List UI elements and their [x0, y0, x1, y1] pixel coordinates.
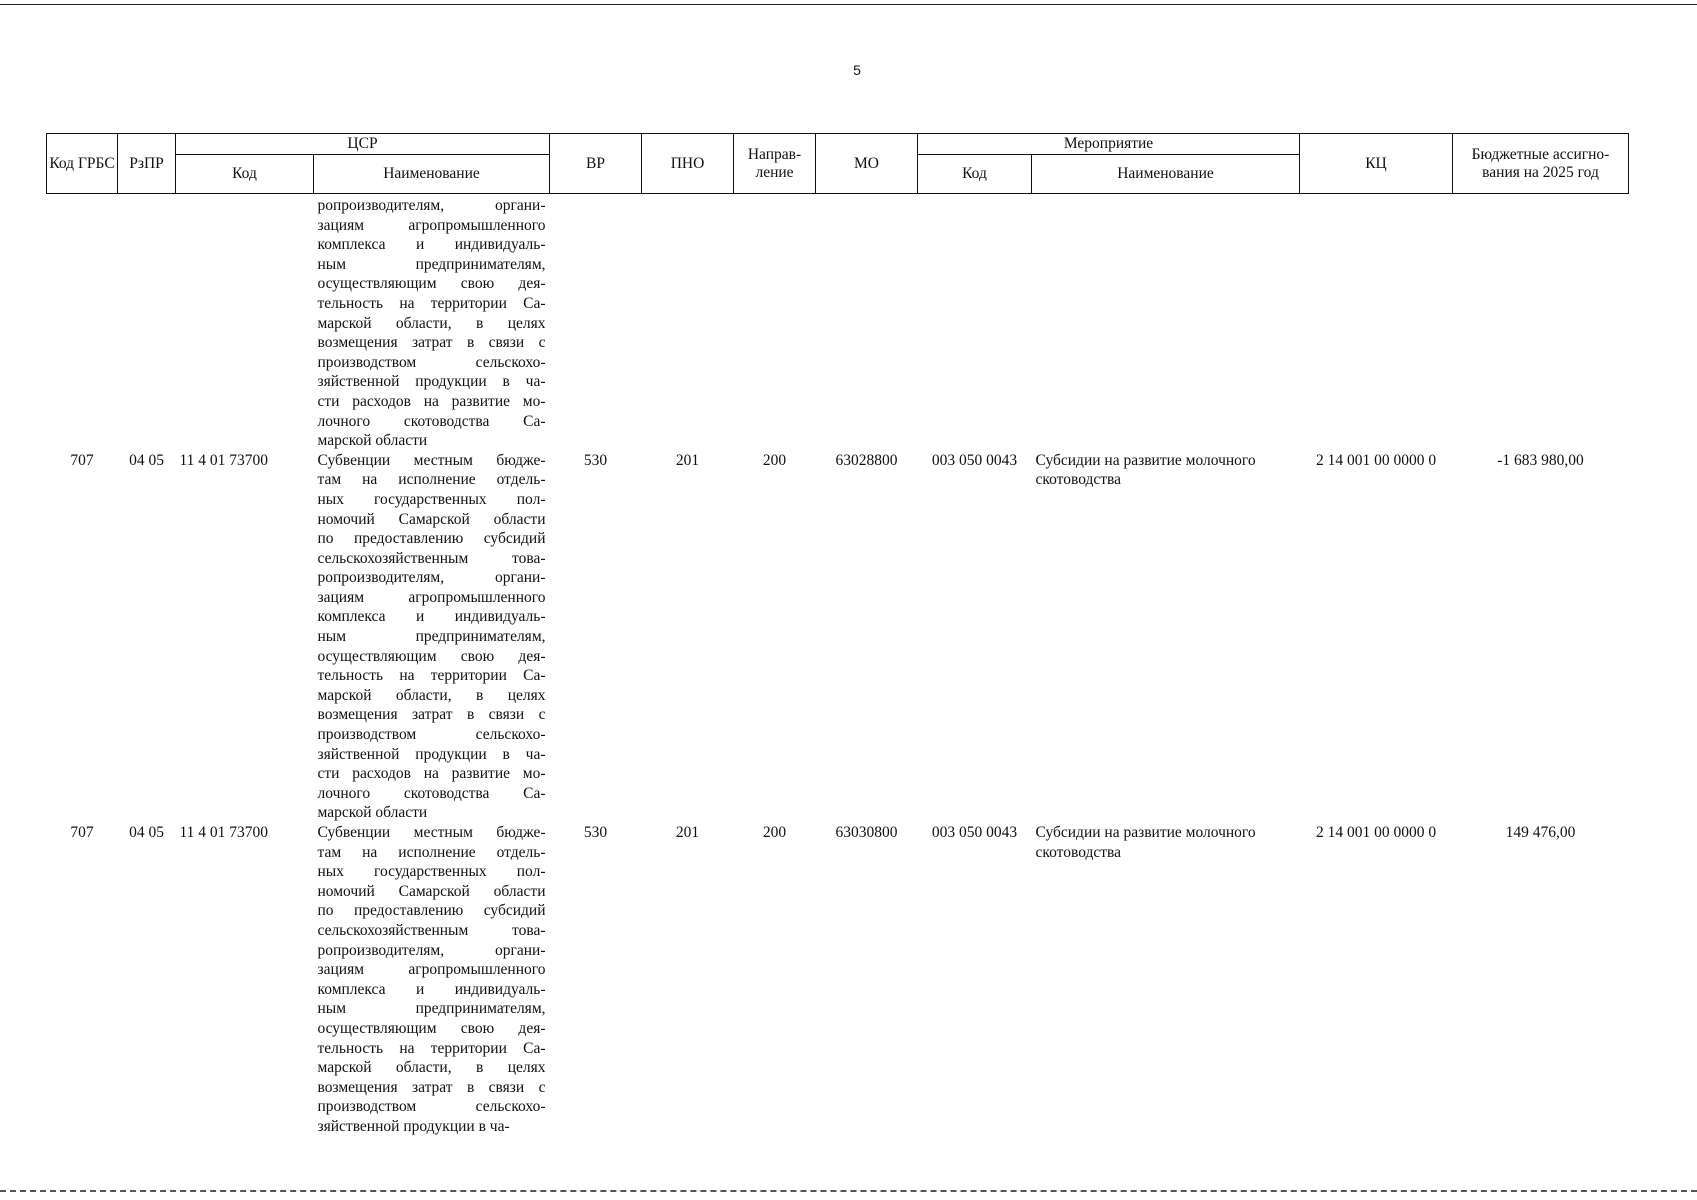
csr-name-line: ропроизводителям, органи- [317, 569, 546, 587]
table-body [47, 194, 1629, 1137]
continuation-text-line: возмещения затрат в связи с [317, 334, 546, 352]
csr-name-line: комплекса и индивидуаль- [317, 980, 546, 998]
cell-mer-kod: 003 050 0043 [931, 451, 1018, 469]
cell-grbs: 707 [70, 824, 94, 841]
csr-name-line: сти расходов на развитие мо- [317, 765, 546, 783]
cell-csr-kod: 11 4 01 73700 [179, 451, 269, 469]
csr-name-line: Субвенции местным бюдже- [317, 451, 546, 469]
csr-name-line: зациям агропромышленного [317, 588, 546, 606]
cell-budget: -1 683 980,00 [1497, 451, 1584, 469]
cell-mo: 63030800 [835, 824, 898, 841]
cell-kc: 2 14 001 00 0000 0 [1315, 451, 1437, 469]
continuation-text-line: ропроизводителям, органи- [317, 197, 546, 214]
csr-name-line: тельность на территории Са- [317, 1039, 546, 1057]
continuation-text-line: марской области [317, 432, 428, 450]
header-pno: ПНО [642, 134, 734, 194]
continuation-text-line: зациям агропромышленного [317, 216, 546, 234]
header-napravlenie: Направ-ление [734, 134, 816, 194]
table-header [47, 134, 1629, 194]
table-row [47, 451, 1629, 823]
header-kod-grbs: Код ГРБС [47, 134, 118, 194]
csr-name-line: зациям агропромышленного [317, 961, 546, 979]
csr-name-line: номочий Самарской области [317, 882, 546, 900]
cell-csr-name [314, 823, 550, 1137]
cell-napravlenie: 200 [762, 451, 787, 469]
csr-name-line: марской области, в целях [317, 1059, 546, 1077]
cell-rzpr: 04 05 [129, 824, 164, 841]
csr-name-line: производством сельскохо- [317, 726, 546, 744]
cell-pno: 201 [675, 824, 700, 841]
csr-name-line: лочного скотоводства Са- [317, 784, 546, 802]
csr-name-line: по предоставлению субсидий [317, 902, 546, 920]
csr-name-line: марской области [317, 804, 428, 822]
continuation-text-line: комплекса и индивидуаль- [317, 236, 546, 254]
csr-name-line: осуществляющим свою дея- [317, 647, 546, 665]
continuation-text-line: тельность на территории Са- [317, 294, 546, 312]
header-mo: МО [816, 134, 918, 194]
cell-mer-kod: 003 050 0043 [931, 824, 1018, 841]
cell-rzpr: 04 05 [129, 451, 164, 469]
bottom-dashed-line [0, 1190, 1697, 1192]
csr-name-line: зяйственной продукции в ча- [317, 1117, 510, 1135]
table-row [47, 823, 1629, 1137]
header-meropriyatie: Мероприятие [918, 134, 1300, 155]
csr-name-line: ным предпринимателям, [317, 628, 546, 646]
continuation-text-line: ным предпринимателям, [317, 255, 546, 273]
header-vr: ВР [550, 134, 642, 194]
cell-mer-name: Субсидии на развитие молочного скотоводства [1035, 824, 1256, 861]
page-number: 5 [853, 62, 861, 78]
cell-grbs: 707 [70, 451, 94, 469]
csr-name-line: по предоставлению субсидий [317, 530, 546, 548]
header-kc: КЦ [1300, 134, 1453, 194]
cell-mer-name: Субсидии на развитие молочного скотоводства [1035, 451, 1256, 489]
csr-name-line: Субвенции местным бюдже- [317, 824, 546, 841]
continuation-text-line: зяйственной продукции в ча- [317, 373, 546, 391]
csr-name-line: марской области, в целях [317, 686, 546, 704]
csr-name-line: там на исполнение отдель- [317, 843, 546, 861]
continuation-text-line: лочного скотоводства Са- [317, 412, 546, 430]
header-budget: Бюджетные ассигно-вания на 2025 год [1453, 134, 1629, 194]
top-border-line [0, 4, 1697, 5]
continuation-text-line: сти расходов на развитие мо- [317, 392, 546, 410]
csr-name-line: ным предпринимателям, [317, 1000, 546, 1018]
header-mer-name: Наименование [1032, 155, 1300, 194]
header-rzpr: РзПР [118, 134, 176, 194]
cell-vr: 530 [583, 451, 608, 469]
csr-name-line: производством сельскохо- [317, 1098, 546, 1116]
header-mer-kod: Код [918, 155, 1032, 194]
csr-name-line: там на исполнение отдель- [317, 471, 546, 489]
cell-napravlenie: 200 [762, 824, 787, 841]
csr-name-line: ропроизводителям, органи- [317, 941, 546, 959]
cell-budget: 149 476,00 [1505, 824, 1576, 841]
csr-name-line: осуществляющим свою дея- [317, 1019, 546, 1037]
cell-mo: 63028800 [835, 451, 898, 469]
cell-vr: 530 [583, 824, 608, 841]
csr-name-line: сельскохозяйственным това- [317, 921, 546, 939]
continuation-text-line: марской области, в целях [317, 314, 546, 332]
cell-csr-kod: 11 4 01 73700 [179, 824, 269, 841]
csr-name-line: сельскохозяйственным това- [317, 549, 546, 567]
header-csr: ЦСР [176, 134, 550, 155]
cell-pno: 201 [675, 451, 700, 469]
csr-name-line: возмещения затрат в связи с [317, 706, 546, 724]
csr-name-line: ных государственных пол- [317, 490, 546, 508]
continuation-text-line: производством сельскохо- [317, 353, 546, 371]
header-csr-kod: Код [176, 155, 314, 194]
header-csr-name: Наименование [314, 155, 550, 194]
csr-name-line: ных государственных пол- [317, 863, 546, 881]
cell-kc: 2 14 001 00 0000 0 [1315, 824, 1437, 841]
continuation-name-cell [314, 196, 550, 451]
csr-name-line: тельность на территории Са- [317, 667, 546, 685]
csr-name-line: зяйственной продукции в ча- [317, 745, 546, 763]
csr-name-line: номочий Самарской области [317, 510, 546, 528]
table-row-continuation [47, 196, 1629, 451]
csr-name-line: комплекса и индивидуаль- [317, 608, 546, 626]
cell-csr-name [314, 451, 550, 823]
continuation-text-line: осуществляющим свою дея- [317, 275, 546, 293]
budget-table [46, 133, 1629, 1137]
csr-name-line: возмещения затрат в связи с [317, 1078, 546, 1096]
